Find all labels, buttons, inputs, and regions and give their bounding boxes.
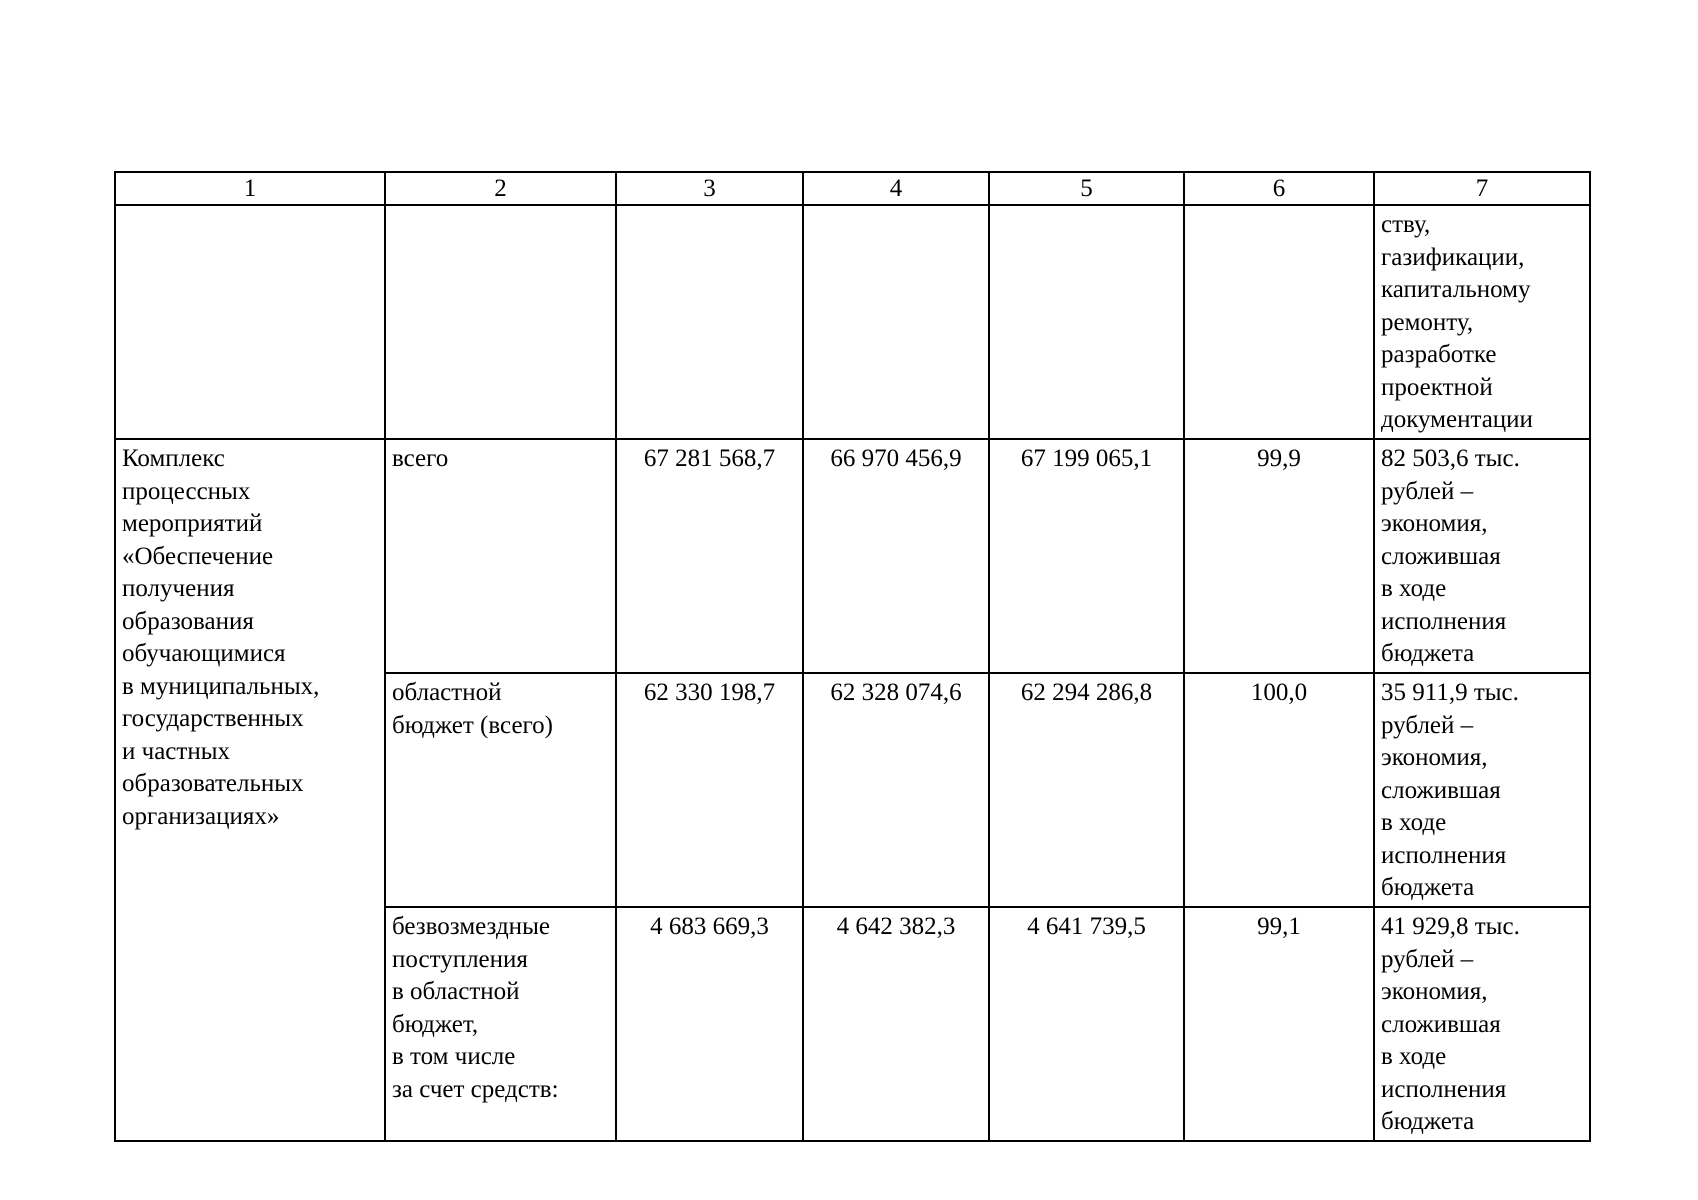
empty-cell xyxy=(616,205,803,439)
percent-value: 100,0 xyxy=(1184,673,1374,907)
fact-value: 66 970 456,9 xyxy=(803,439,989,673)
source-cell xyxy=(385,439,616,673)
continuation-note-text: ству, газификации, капитальному ремонту, разработке проектной документации xyxy=(1381,211,1533,433)
empty-cell xyxy=(385,205,616,439)
header-cell-1: 1 xyxy=(115,172,385,205)
source-label: безвозмездные поступления в областной бюджет, в том числе за счет средств: xyxy=(392,913,559,1103)
source-cell xyxy=(385,907,616,1141)
source-cell xyxy=(385,673,616,907)
note-cell xyxy=(1374,907,1590,1141)
header-cell-4: 4 xyxy=(803,172,989,205)
empty-cell xyxy=(115,205,385,439)
plan-value: 4 683 669,3 xyxy=(616,907,803,1141)
header-cell-6: 6 xyxy=(1184,172,1374,205)
note-text: 82 503,6 тыс. рублей – экономия, сложившая в ходе исполнения бюджета xyxy=(1381,445,1520,667)
header-cell-2: 2 xyxy=(385,172,616,205)
note-cell xyxy=(1374,673,1590,907)
header-cell-3: 3 xyxy=(616,172,803,205)
source-label: всего xyxy=(392,445,449,472)
continuation-note xyxy=(1374,205,1590,439)
fact-value: 62 328 074,6 xyxy=(803,673,989,907)
source-label: областной бюджет (всего) xyxy=(392,679,553,739)
plan-value: 67 281 568,7 xyxy=(616,439,803,673)
percent-value: 99,1 xyxy=(1184,907,1374,1141)
header-cell-7: 7 xyxy=(1374,172,1590,205)
report-table xyxy=(114,171,1591,1142)
complex-title: Комплекс процессных мероприятий «Обеспечение получения образования обучающимися в муниципальных, государственных и частных образовательных организациях» xyxy=(122,445,320,830)
header-cell-5: 5 xyxy=(989,172,1184,205)
empty-cell xyxy=(803,205,989,439)
note-text: 41 929,8 тыс. рублей – экономия, сложившая в ходе исполнения бюджета xyxy=(1381,913,1520,1135)
note-text: 35 911,9 тыс. рублей – экономия, сложившая в ходе исполнения бюджета xyxy=(1381,679,1519,901)
note-cell xyxy=(1374,439,1590,673)
col5-value: 4 641 739,5 xyxy=(989,907,1184,1141)
empty-cell xyxy=(1184,205,1374,439)
fact-value: 4 642 382,3 xyxy=(803,907,989,1141)
complex-title-cell xyxy=(115,439,385,1141)
col5-value: 67 199 065,1 xyxy=(989,439,1184,673)
header-row xyxy=(115,172,1590,205)
continuation-row xyxy=(115,205,1590,439)
col5-value: 62 294 286,8 xyxy=(989,673,1184,907)
table-row xyxy=(115,439,1590,673)
plan-value: 62 330 198,7 xyxy=(616,673,803,907)
percent-value: 99,9 xyxy=(1184,439,1374,673)
empty-cell xyxy=(989,205,1184,439)
